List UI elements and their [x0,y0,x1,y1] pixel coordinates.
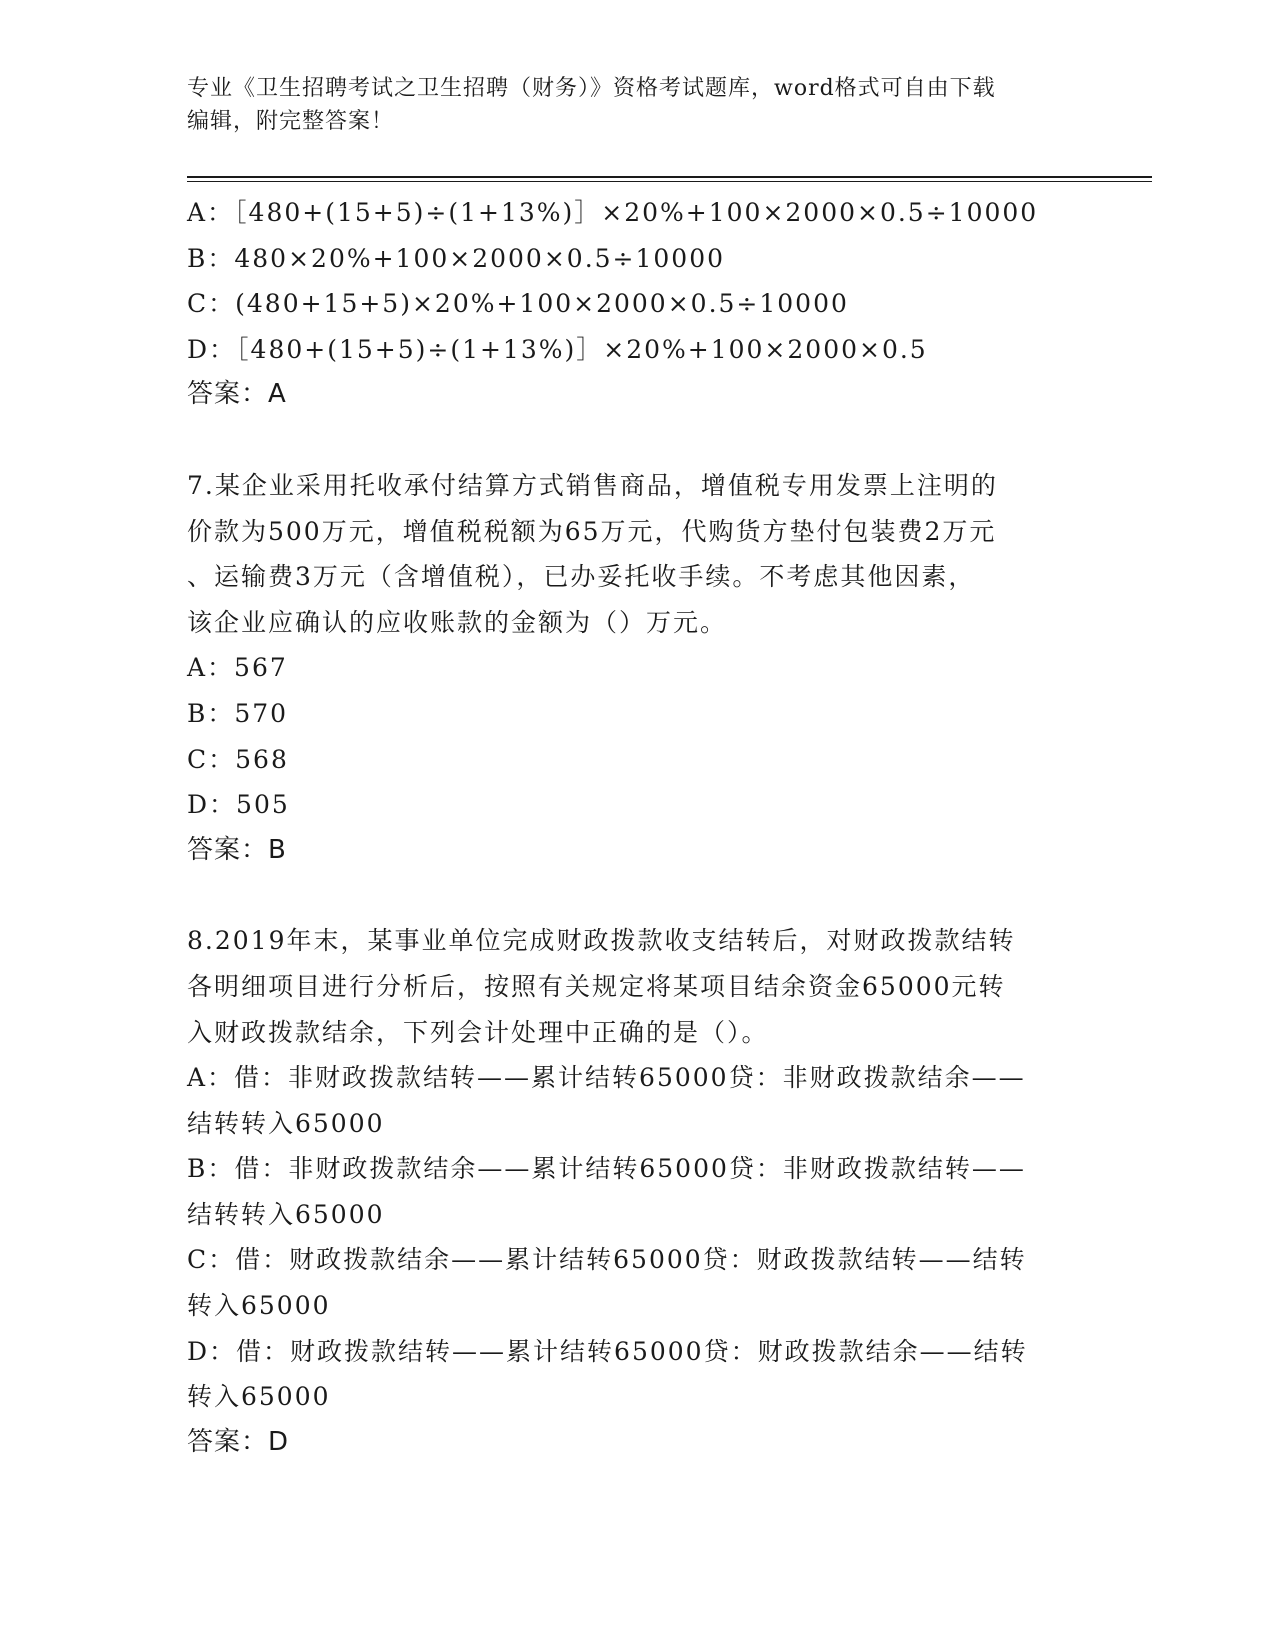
option-b: B：570 [187,698,289,728]
document-body [187,190,1087,1465]
option-c: C：568 [187,744,289,774]
option-b: B：480×20%+100×2000×0.5÷10000 [187,243,726,273]
option-d-continued: 转入65000 [187,1382,331,1412]
option-b: B：借：非财政拨款结余——累计结转65000贷：非财政拨款结转—— [187,1154,1026,1184]
question-stem-line: 、运输费3万元（含增值税），已办妥托收手续。不考虑其他因素， [187,562,976,592]
question-stem-line: 各明细项目进行分析后，按照有关规定将某项目结余资金65000元转 [187,971,1006,1001]
answer: 答案：A [187,379,287,410]
header-divider-thick [187,176,1152,178]
answer: 答案：B [187,834,287,865]
option-d: D：［480+(15+5)÷(1+13%)］×20%+100×2000×0.5 [187,334,928,364]
header-line-2: 编辑，附完整答案！ [187,109,395,134]
option-c: C：(480+15+5)×20%+100×2000×0.5÷10000 [187,289,849,319]
question-6-block [187,190,1087,418]
question-stem-line: 7.某企业采用托收承付结算方式销售商品，增值税专用发票上注明的 [187,470,998,500]
option-a: A：借：非财政拨款结转——累计结转65000贷：非财政拨款结余—— [187,1063,1026,1093]
answer: 答案：D [187,1426,290,1457]
header-line-1: 专业《卫生招聘考试之卫生招聘（财务）》资格考试题库，word格式可自由下载 [187,76,996,101]
header-divider-thin [187,181,1152,182]
option-d: D：借：财政拨款结转——累计结转65000贷：财政拨款结余——结转 [187,1336,1028,1366]
option-c: C：借：财政拨款结余——累计结转65000贷：财政拨款结转——结转 [187,1245,1027,1275]
option-b-continued: 结转转入65000 [187,1199,385,1229]
option-a: A：567 [187,653,288,683]
option-d: D：505 [187,790,290,820]
question-7-block [187,463,1087,873]
question-stem-line: 8.2019年末，某事业单位完成财政拨款收支结转后，对财政拨款结转 [187,926,1016,956]
question-8-block [187,918,1087,1465]
option-a: A：［480+(15+5)÷(1+13%)］×20%+100×2000×0.5÷10000 [187,198,1039,227]
option-c-continued: 转入65000 [187,1291,331,1321]
question-stem-line: 该企业应确认的应收账款的金额为（）万元。 [187,607,728,637]
question-stem-line: 入财政拨款结余，下列会计处理中正确的是（）。 [187,1017,769,1047]
question-stem-line: 价款为500万元，增值税税额为65万元，代购货方垫付包装费2万元 [187,516,997,546]
option-a-continued: 结转转入65000 [187,1108,385,1138]
document-header [187,72,1067,138]
